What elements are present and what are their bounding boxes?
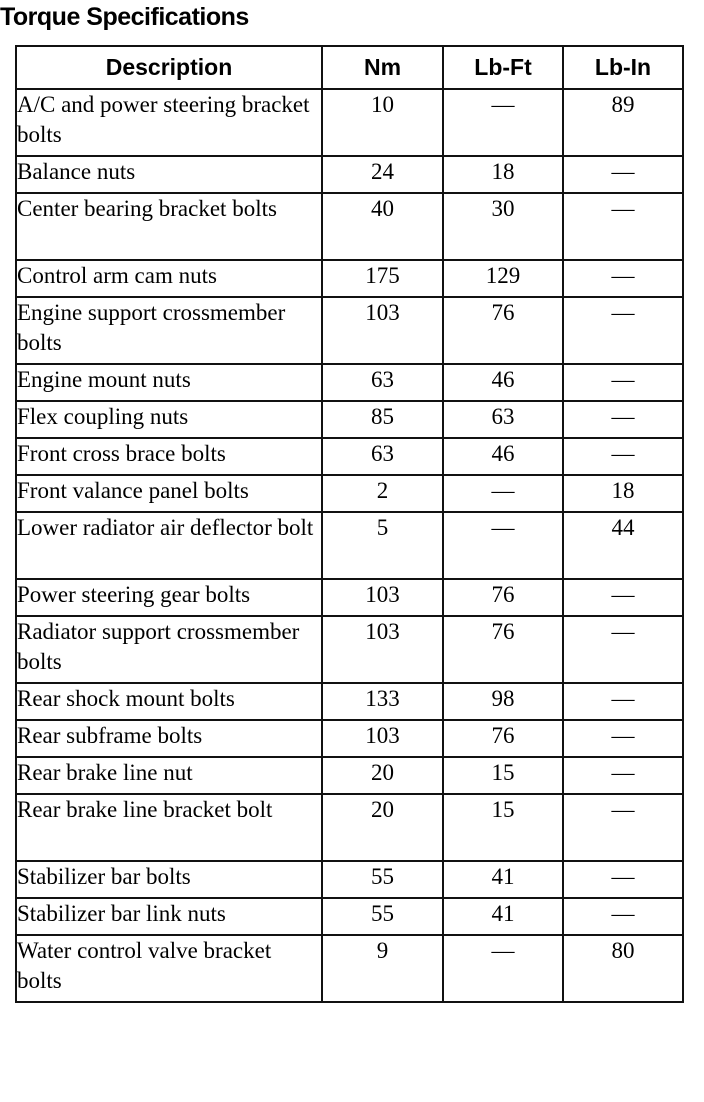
cell-lbin: — — [563, 401, 683, 438]
table-row — [16, 89, 683, 156]
cell-lbft: 98 — [443, 683, 563, 720]
cell-lbft: 15 — [443, 794, 563, 861]
cell-description: Control arm cam nuts — [16, 260, 322, 297]
cell-lbft: — — [443, 89, 563, 156]
cell-description: Rear brake line bracket bolt — [16, 794, 322, 861]
table-row — [16, 260, 683, 297]
cell-nm: 103 — [322, 720, 443, 757]
cell-nm: 63 — [322, 364, 443, 401]
cell-lbin: — — [563, 156, 683, 193]
table-row — [16, 193, 683, 260]
table-row — [16, 861, 683, 898]
table-row — [16, 898, 683, 935]
cell-lbft: 76 — [443, 616, 563, 683]
table-header-row — [16, 46, 683, 89]
cell-lbin: — — [563, 794, 683, 861]
cell-lbin: — — [563, 898, 683, 935]
cell-description: Rear shock mount bolts — [16, 683, 322, 720]
cell-nm: 24 — [322, 156, 443, 193]
cell-lbin: — — [563, 616, 683, 683]
cell-lbin: — — [563, 364, 683, 401]
cell-lbft: 76 — [443, 579, 563, 616]
cell-nm: 40 — [322, 193, 443, 260]
cell-description: Power steering gear bolts — [16, 579, 322, 616]
cell-description: Rear subframe bolts — [16, 720, 322, 757]
cell-lbft: 41 — [443, 898, 563, 935]
cell-nm: 10 — [322, 89, 443, 156]
cell-lbft: 15 — [443, 757, 563, 794]
cell-nm: 63 — [322, 438, 443, 475]
cell-lbin: — — [563, 297, 683, 364]
table-row — [16, 512, 683, 579]
cell-lbft: — — [443, 512, 563, 579]
header-description: Description — [16, 46, 322, 89]
header-lbin: Lb-In — [563, 46, 683, 89]
table-row — [16, 579, 683, 616]
cell-lbin: — — [563, 260, 683, 297]
cell-lbft: 129 — [443, 260, 563, 297]
table-row — [16, 475, 683, 512]
table-row — [16, 757, 683, 794]
cell-description: Balance nuts — [16, 156, 322, 193]
cell-description: Center bearing bracket bolts — [16, 193, 322, 260]
cell-nm: 175 — [322, 260, 443, 297]
cell-nm: 55 — [322, 861, 443, 898]
cell-lbft: 63 — [443, 401, 563, 438]
cell-nm: 2 — [322, 475, 443, 512]
cell-lbin: — — [563, 757, 683, 794]
cell-lbft: 41 — [443, 861, 563, 898]
cell-lbin: 89 — [563, 89, 683, 156]
cell-description: A/C and power steering bracket bolts — [16, 89, 322, 156]
cell-description: Engine support crossmember bolts — [16, 297, 322, 364]
table-row — [16, 616, 683, 683]
page-title: Torque Specifications — [0, 3, 249, 31]
cell-lbft: 76 — [443, 720, 563, 757]
cell-lbft: 18 — [443, 156, 563, 193]
cell-nm: 103 — [322, 616, 443, 683]
cell-nm: 20 — [322, 757, 443, 794]
cell-lbin: — — [563, 861, 683, 898]
cell-lbin: — — [563, 683, 683, 720]
cell-description: Engine mount nuts — [16, 364, 322, 401]
cell-nm: 5 — [322, 512, 443, 579]
cell-lbft: 76 — [443, 297, 563, 364]
torque-specifications-table — [15, 45, 684, 1003]
cell-lbin: — — [563, 193, 683, 260]
cell-nm: 9 — [322, 935, 443, 1002]
cell-lbft: 46 — [443, 438, 563, 475]
cell-lbft: 46 — [443, 364, 563, 401]
cell-lbin: — — [563, 720, 683, 757]
cell-description: Flex coupling nuts — [16, 401, 322, 438]
cell-nm: 85 — [322, 401, 443, 438]
cell-lbin: — — [563, 579, 683, 616]
table-row — [16, 720, 683, 757]
cell-nm: 103 — [322, 579, 443, 616]
cell-description: Front valance panel bolts — [16, 475, 322, 512]
table-row — [16, 438, 683, 475]
table-row — [16, 794, 683, 861]
cell-nm: 20 — [322, 794, 443, 861]
cell-lbft: — — [443, 475, 563, 512]
cell-description: Front cross brace bolts — [16, 438, 322, 475]
table-row — [16, 364, 683, 401]
cell-nm: 103 — [322, 297, 443, 364]
table-row — [16, 683, 683, 720]
cell-nm: 55 — [322, 898, 443, 935]
cell-description: Radiator support crossmember bolts — [16, 616, 322, 683]
table-row — [16, 935, 683, 1002]
cell-lbin: 18 — [563, 475, 683, 512]
header-nm: Nm — [322, 46, 443, 89]
cell-nm: 133 — [322, 683, 443, 720]
table-row — [16, 401, 683, 438]
cell-description: Rear brake line nut — [16, 757, 322, 794]
table-row — [16, 297, 683, 364]
cell-lbft: 30 — [443, 193, 563, 260]
cell-description: Water control valve bracket bolts — [16, 935, 322, 1002]
cell-lbin: 80 — [563, 935, 683, 1002]
cell-description: Stabilizer bar bolts — [16, 861, 322, 898]
cell-lbft: — — [443, 935, 563, 1002]
table-row — [16, 156, 683, 193]
cell-description: Lower radiator air deflector bolt — [16, 512, 322, 579]
cell-description: Stabilizer bar link nuts — [16, 898, 322, 935]
cell-lbin: 44 — [563, 512, 683, 579]
header-lbft: Lb-Ft — [443, 46, 563, 89]
cell-lbin: — — [563, 438, 683, 475]
